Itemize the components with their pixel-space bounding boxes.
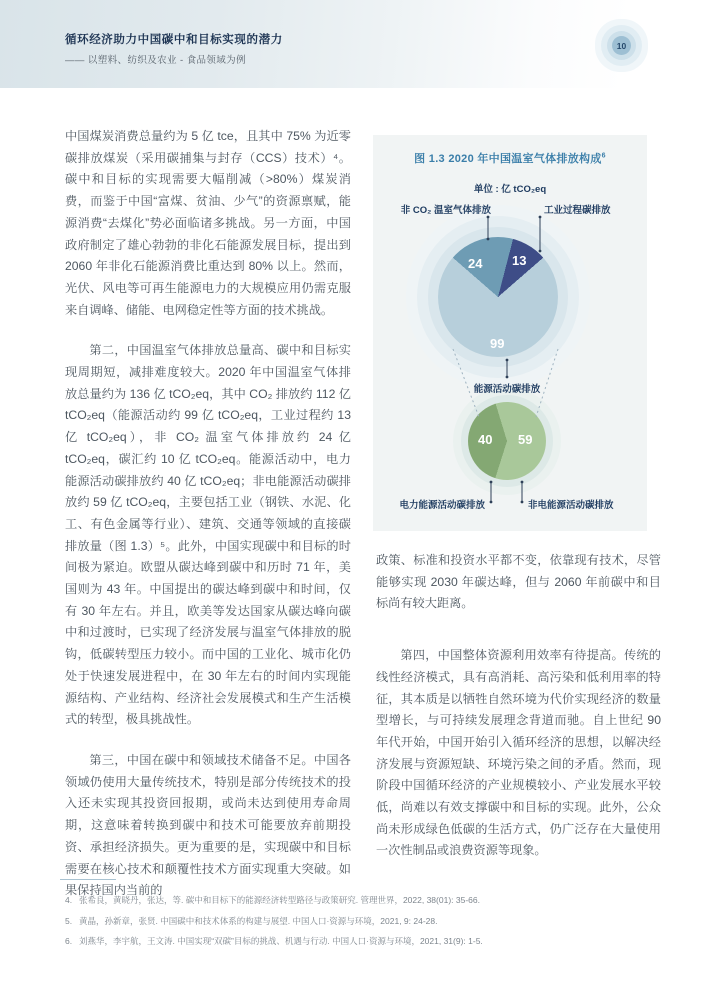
page-number-badge [612,36,631,55]
label-non-power-energy-emissions: 非电能源活动碳排放 [528,500,614,511]
figure-title [373,150,647,166]
paragraph-second-challenge: 第二，中国温室气体排放总量高、碳中和目标实现周期短，减排难度较大。2020 年中国温室气体排放总量约为 136 亿 tCO₂eq，其中 CO₂ 排放约 112 亿 tCO₂eq（能源活动约 99 亿 tCO₂eq，工业过程约 13 亿 tCO₂eq），非 CO₂ 温室气体排放约 24 亿 tCO₂eq，碳汇约 10 亿 tCO₂eq。能源活动中，电力能源活动碳排放约 40 亿 tCO₂eq；非电能源活动碳排放约 59 亿 tCO₂eq，主要包括工业（钢铁、水泥、化工、有色金属等行业）、建筑、交通等领域的直接碳排放量（图 1.3）⁵。此外，中国实现碳中和目标的时间极为紧迫。欧盟从碳达峰到碳中和历时 71 年，美国则为 43 年。中国提出的碳达峰到碳中和时间，仅有 30 年左右。并且，欧美等发达国家从碳达峰向碳中和过渡时，已实现了经济发展与温室气体排放的脱钩，低碳转型压力较小。而中国的工业化、城市化仍处于快速发展进程中，在 30 年左右的时间内实现能源结构、产业结构、经济社会发展模式和生产生活模式的转型，极具挑战性。 [65,343,351,727]
dot [521,481,524,484]
footnote-5 [65,911,665,932]
ghg-pie [438,237,558,357]
figure-title-text: 图 1.3 2020 年中国温室气体排放构成 [414,153,602,165]
page-header [65,31,283,66]
figure-1-3-panel [373,135,647,531]
paragraph-third-challenge: 第三，中国在碳中和领域技术储备不足。中国各领域仍使用大量传统技术，特别是部分传统技术的投入还未实现其投资回报期，或尚未达到使用寿命周期，这意味着转换到碳中和技术可能要放弃前期投资、承担经济损失。更为重要的是，实现碳中和目标需要在核心技术和颠覆性技术方面实现重大突破。如果保持国内当前的 [65,752,351,898]
paragraph-fourth-challenge: 第四，中国整体资源利用效率有待提高。传统的线性经济模式，具有高消耗、高污染和低利用率的特征，其本质是以牺牲自然环境为代价实现经济的数量型增长，与可持续发展理念背道而驰。自上世纪 90 年代开始，中国开始引入循环经济的思想，以解决经济发展与资源短缺、环境污染之间的矛盾。然而，现阶段中国循环经济的产业规模较小、产业发展水平较低，尚难以有效支撑碳中和目标的实现。此外，公众尚未形成绿色低碳的生活方式，仍广泛存在大量使用一次性制品或浪费资源等现象。 [376,648,661,858]
footnote-text: 刘燕华，李宇航，王文涛. 中国实现“双碳”目标的挑战、机遇与行动. 中国人口·资源与环境，2021, 31(9): 1-5. [79,936,483,946]
footnote-number: 4. [65,895,73,905]
right-text-column [376,550,661,881]
value-power: 40 [478,432,493,447]
footnote-number: 6. [65,936,73,946]
energy-pie [468,402,546,480]
value-industrial: 13 [512,253,527,268]
label-industrial-process-emissions: 工业过程碳排放 [544,205,611,216]
figure-unit-label: 单位 : 亿 tCO₂eq [473,184,547,195]
footnote-4 [65,890,665,911]
page-number: 10 [616,40,627,51]
left-text-column [65,126,351,921]
dot [490,481,493,484]
dot [506,359,509,362]
footnote-number: 5. [65,915,73,926]
report-title: 循环经济助力中国碳中和目标实现的潜力 [65,34,283,46]
footnote-6 [65,931,665,952]
dot [539,250,542,253]
dot [539,216,542,219]
dot [521,501,524,504]
figure-footnote-ref: 6 [601,152,606,160]
dot [490,501,493,504]
footnote-text: 张希良，黄晓丹，张达，等. 碳中和目标下的能源经济转型路径与政策研究. 管理世界，2022, 38(01): 35-66. [79,895,480,905]
label-non-co2-emissions: 非 CO₂ 温室气体排放 [400,205,491,216]
footnote-list [65,890,665,952]
dot [487,216,490,219]
paragraph-coal-consumption: 中国煤炭消费总量约为 5 亿 tce，且其中 75% 为近零碳排放煤炭（采用碳捕集与封存（CCS）技术）⁴。碳中和目标的实现需要大幅削减（>80%）煤炭消费，而鉴于中国“富煤、贫油、少气”的资源禀赋，能源消费“去煤化”势必面临诸多挑战。另一方面，中国政府制定了雄心勃勃的非化石能源发展目标，提出到 2060 年非化石能源消费比重达到 80% 以上。然而，光伏、风电等可再生能源电力的大规模应用仍需克服来自调峰、储能、电网稳定性等方面的技术挑战。 [65,129,351,317]
value-non-power: 59 [518,432,533,447]
paragraph-policy-continuation: 政策、标准和投资水平都不变，依靠现有技术，尽管能够实现 2030 年碳达峰，但与 2060 年前碳中和目标尚有较大距离。 [376,553,661,611]
value-non-co2: 24 [468,256,483,271]
footnote-text: 黄晶，孙新章，张贤. 中国碳中和技术体系的构建与展望. 中国人口·资源与环境，2021, 9: 24-28. [79,915,438,926]
footnote-divider [60,879,116,880]
report-subtitle: —— 以塑料、纺织及农业 - 食品领域为例 [65,55,246,66]
value-energy: 99 [490,336,505,351]
dot [506,376,509,379]
label-energy-emissions: 能源活动碳排放 [473,384,541,395]
label-power-energy-emissions: 电力能源活动碳排放 [399,500,485,511]
